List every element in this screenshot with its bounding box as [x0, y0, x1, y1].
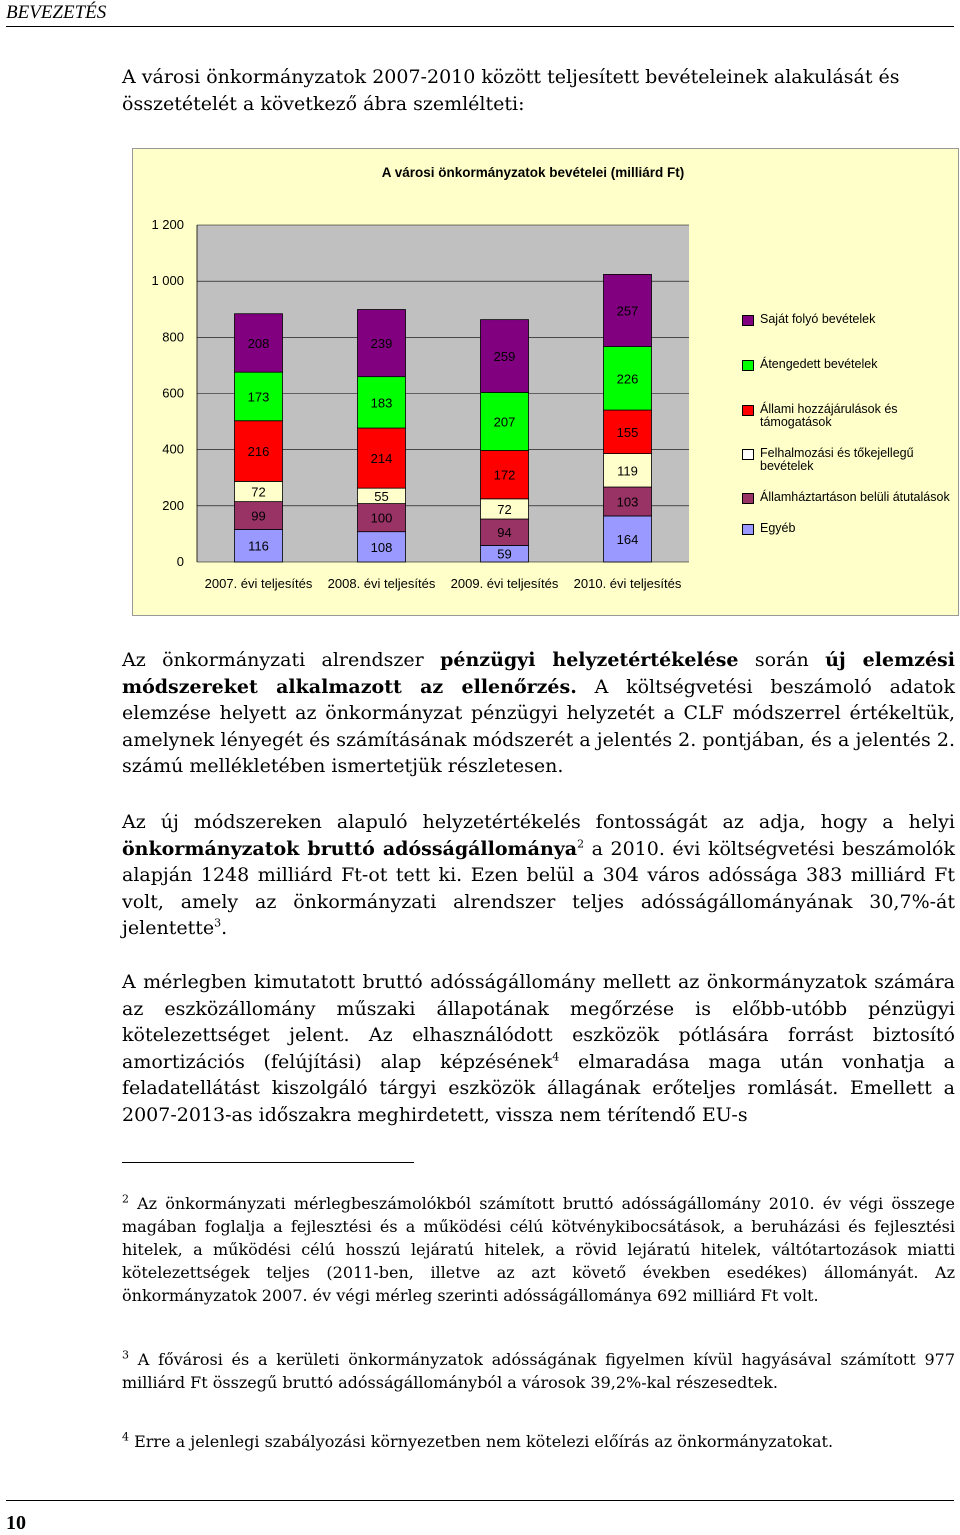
data-label: 94 [497, 525, 512, 541]
intro-text: A városi önkormányzatok 2007-2010 között teljesített bevételeinek alakulását és összetételét a következő ábra szemlélteti: [122, 66, 900, 115]
data-label: 103 [616, 494, 639, 510]
data-label: 99 [251, 508, 266, 524]
x-tick-label: 2008. évi teljesítés [327, 576, 436, 591]
data-label: 72 [251, 484, 266, 500]
legend-item [740, 313, 952, 326]
section-title: BEVEZETÉS [6, 2, 107, 23]
data-label: 116 [248, 538, 269, 554]
legend-swatch [742, 524, 754, 535]
legend-swatch [742, 493, 754, 504]
data-label: 119 [617, 463, 638, 479]
legend-item [740, 403, 952, 429]
legend-label: Átengedett bevételek [760, 357, 878, 371]
data-label: 164 [616, 531, 639, 547]
y-tick-label: 200 [162, 497, 184, 513]
legend-label: Felhalmozási és tőkejellegű bevételek [760, 446, 914, 473]
data-label: 155 [616, 424, 639, 440]
legend-swatch [742, 360, 754, 371]
y-tick-label: 0 [176, 554, 184, 569]
data-label: 226 [616, 371, 639, 387]
legend-label: Állami hozzájárulások és támogatások [760, 402, 898, 429]
legend-item [740, 522, 952, 535]
x-tick-label: 2007. évi teljesítés [204, 576, 313, 591]
data-label: 55 [374, 488, 389, 504]
chart-title: A városi önkormányzatok bevételei (milliárd Ft) [381, 165, 685, 180]
footnote-3: $^3$ A fővárosi és a kerületi önkormányzatok adósságának figyelmen kívül hagyásával számított 977 milliárd Ft összegű bruttó adósságállományból a városok 39,2%-kal részesedtek. [122, 1348, 955, 1392]
footnote-separator [122, 1162, 414, 1163]
legend-swatch [742, 405, 754, 416]
data-label: 173 [247, 389, 270, 405]
legend-label: Egyéb [760, 521, 796, 535]
y-tick-label: 400 [162, 441, 184, 457]
legend-swatch [742, 449, 754, 460]
data-label: 183 [370, 395, 393, 411]
page-footer-rule [6, 1500, 954, 1501]
data-label: 216 [247, 444, 270, 460]
paragraph-debt: Az új módszereken alapuló helyzetértékelés fontosságát az adja, hogy a helyi önkormányzatok bruttó adósságállománya$^2$ a 2010. évi költségvetési beszámolók alapján 1248 milliárd Ft-ot tett ki. Ezen belül a 304 város adóssága 383 milliárd Ft volt, amely az önkormányzati alrendszer teljes adósságállományának 30,7%-át jelentette$^3$. [122, 811, 955, 939]
legend-swatch [742, 315, 754, 326]
data-label: 207 [493, 414, 516, 430]
data-label: 59 [497, 546, 512, 562]
data-label: 72 [497, 501, 512, 517]
legend-label: Saját folyó bevételek [760, 312, 876, 326]
page-number: 10 [6, 1512, 26, 1534]
y-tick-label: 1 200 [151, 217, 184, 232]
y-tick-label: 600 [162, 385, 184, 401]
legend-label: Államháztartáson belüli átutalások [760, 490, 950, 504]
footnote-2: $^2$ Az önkormányzati mérlegbeszámolókból számított bruttó adósságállomány 2010. év végi összege magában foglalja a fejlesztési és a működési célú kötvénykibocsátások, a beruházási és fejlesztési hitelek, a működési célú hosszú lejáratú hitelek, a rövid lejáratú hitelek, váltótartozások miatti kötelezettségek teljes (2011-ben, illetve az azt követő években esedékes) állományát. Az önkormányzatok 2007. év végi mérleg szerinti adósságállománya 692 milliárd Ft volt. [122, 1192, 955, 1305]
paragraph-evaluation: Az önkormányzati alrendszer pénzügyi helyzetértékelése során új elemzési módszereket alkalmazott az ellenőrzés. A költségvetési beszámoló adatok elemzése helyett az önkormányzat pénzügyi helyzetét a CLF módszerrel értékeltük, amelynek lényegét és számításának módszerét a jelentés 2. pontjában, és a jelentés 2. számú mellékletében ismertetjük részletesen. [122, 649, 955, 777]
data-label: 239 [370, 336, 393, 352]
page-header [6, 0, 954, 27]
data-label: 108 [370, 539, 393, 555]
legend-item [740, 491, 952, 504]
data-label: 100 [370, 510, 393, 526]
data-label: 208 [247, 335, 270, 351]
x-tick-label: 2009. évi teljesítés [450, 576, 559, 591]
paragraph-assets: A mérlegben kimutatott bruttó adósságállomány mellett az önkormányzatok számára az eszközállomány műszaki állapotának megőrzése is előbb-utóbb pénzügyi kötelezettséget jelent. Az elhasználódott eszközök pótlására forrást biztosító amortizációs (felújítási) alap képzésének$^4$ elmaradása maga után vonhatja a feladatellátást kiszolgáló tárgyi eszközök állagának erőteljes romlását. Emellett a 2007-2013-as időszakra meghirdetett, vissza nem térítendő EU-s [122, 971, 956, 1126]
y-tick-label: 800 [162, 329, 184, 345]
legend-item [740, 358, 952, 371]
data-label: 214 [370, 451, 393, 467]
data-label: 259 [493, 349, 516, 365]
legend-item [740, 447, 952, 473]
data-label: 172 [493, 467, 516, 483]
chart-legend [740, 313, 952, 535]
data-label: 257 [616, 303, 639, 319]
x-tick-label: 2010. évi teljesítés [573, 576, 682, 591]
y-tick-label: 1 000 [151, 273, 184, 289]
footnote-4: $^4$ Erre a jelenlegi szabályozási környezetben nem kötelezi előírás az önkormányzatokat. [122, 1430, 834, 1451]
revenue-chart [132, 148, 959, 616]
